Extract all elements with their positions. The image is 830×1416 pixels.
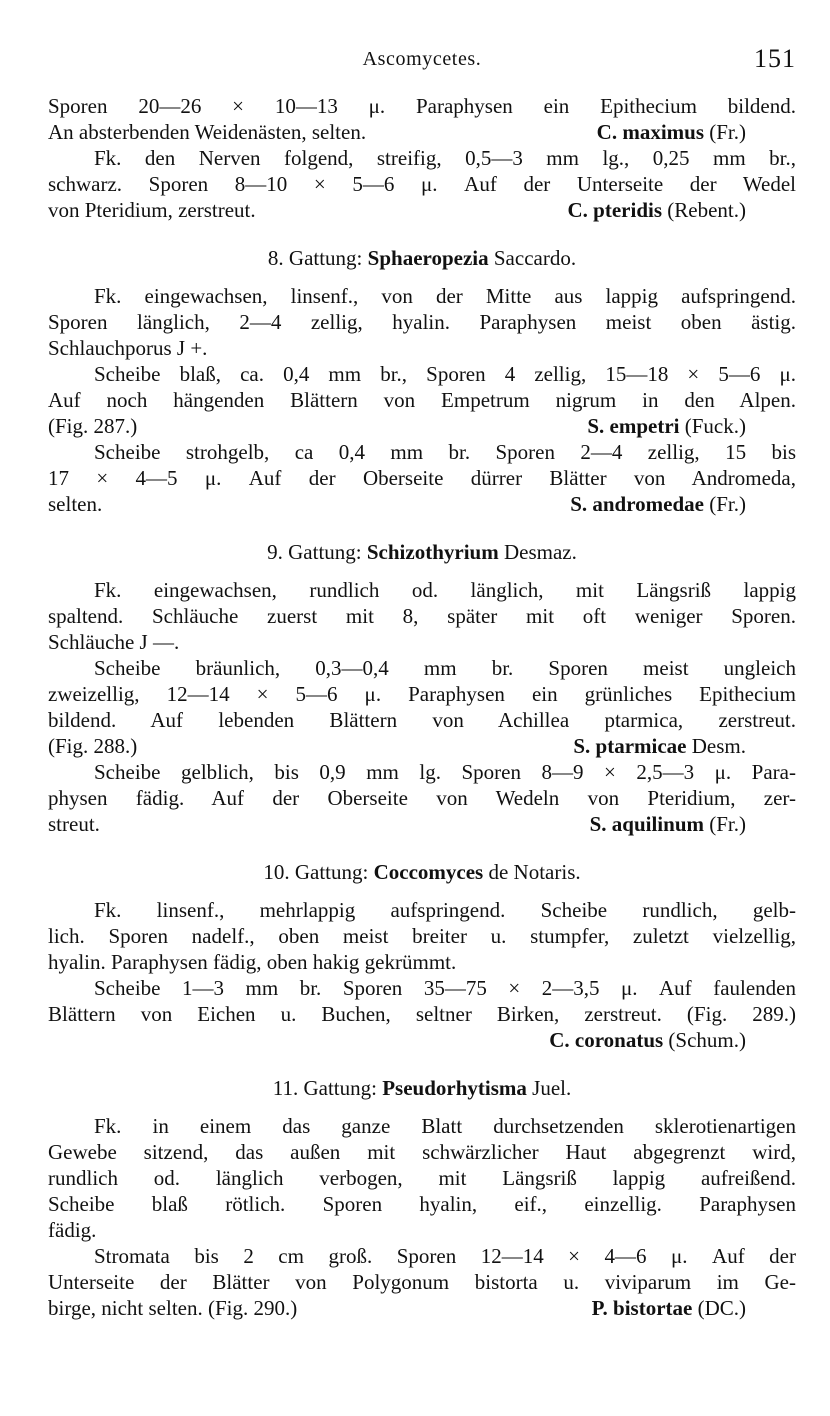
- text-line: zweizellig, 12—14 × 5—6 μ. Paraphysen ein grünliches Epithecium: [48, 682, 796, 706]
- text-line: Auf noch hängenden Blättern von Empetrum nigrum in den Alpen.: [48, 388, 796, 412]
- spacer: [48, 837, 796, 859]
- genus-heading: 10. Gattung: Coccomyces de Notaris.: [263, 860, 581, 884]
- text-line: [48, 1295, 796, 1321]
- text-fragment: von Pteridium, zerstreut.: [48, 198, 256, 222]
- text-line: 17 × 4—5 μ. Auf der Oberseite dürrer Blätter von Andromeda,: [48, 466, 796, 490]
- text-line: hyalin. Paraphysen fädig, oben hakig gekrümmt.: [48, 950, 457, 974]
- text-line: bildend. Auf lebenden Blättern von Achillea ptarmica, zerstreut.: [48, 708, 796, 732]
- text-line: [48, 1027, 796, 1053]
- spacer: [48, 517, 796, 539]
- spacer: [48, 1101, 796, 1113]
- species-name: S. ptarmicae Desm.: [573, 734, 746, 758]
- text-line: Sporen länglich, 2—4 zellig, hyalin. Paraphysen meist oben ästig.: [48, 310, 796, 334]
- spacer: [48, 271, 796, 283]
- text-line: spaltend. Schläuche zuerst mit 8, später mit oft weniger Sporen.: [48, 604, 796, 628]
- text-fragment: birge, nicht selten. (Fig. 290.): [48, 1296, 298, 1320]
- page-body: [48, 93, 796, 1321]
- text-line: Scheibe bräunlich, 0,3—0,4 mm br. Sporen meist ungleich: [94, 656, 796, 680]
- text-line: Fk. linsenf., mehrlappig aufspringend. Scheibe rundlich, gelb-: [94, 898, 796, 922]
- text-line: lich. Sporen nadelf., oben meist breiter u. stumpfer, zuletzt vielzellig,: [48, 924, 796, 948]
- genus-heading: 9. Gattung: Schizothyrium Desmaz.: [267, 540, 577, 564]
- genus-heading: 11. Gattung: Pseudorhytisma Juel.: [272, 1076, 572, 1100]
- running-title: Ascomycetes.: [362, 48, 482, 70]
- spacer: [48, 1053, 796, 1075]
- text-line: [48, 119, 796, 145]
- text-line: Unterseite der Blätter von Polygonum bistorta u. viviparum im Ge-: [48, 1270, 796, 1294]
- text-line: Scheibe strohgelb, ca 0,4 mm br. Sporen 2—4 zellig, 15 bis: [94, 440, 796, 464]
- text-line: Sporen 20—26 × 10—13 μ. Paraphysen ein Epithecium bildend.: [48, 94, 796, 118]
- species-name: P. bistortae (DC.): [591, 1296, 746, 1320]
- text-fragment: selten.: [48, 492, 103, 516]
- text-line: physen fädig. Auf der Oberseite von Wedeln von Pteridium, zer-: [48, 786, 796, 810]
- species-name: C. pteridis (Rebent.): [567, 198, 746, 222]
- spacer: [48, 885, 796, 897]
- text-line: [48, 811, 796, 837]
- species-name: S. empetri (Fuck.): [587, 414, 746, 438]
- text-line: Scheibe blaß rötlich. Sporen hyalin, eif., einzellig. Paraphysen: [48, 1192, 796, 1216]
- page-number: 151: [754, 44, 796, 73]
- genus-heading: 8. Gattung: Sphaeropezia Saccardo.: [267, 246, 577, 270]
- text-line: Fk. eingewachsen, rundlich od. länglich, mit Längsriß lappig: [94, 578, 796, 602]
- text-line: Stromata bis 2 cm groß. Sporen 12—14 × 4—6 μ. Auf der: [94, 1244, 796, 1268]
- text-line: Scheibe blaß, ca. 0,4 mm br., Sporen 4 zellig, 15—18 × 5—6 μ.: [94, 362, 796, 386]
- text-line: Fk. eingewachsen, linsenf., von der Mitte aus lappig aufspringend.: [94, 284, 796, 308]
- text-fragment: streut.: [48, 812, 100, 836]
- text-fragment: (Fig. 288.): [48, 734, 138, 758]
- species-name: S. aquilinum (Fr.): [589, 812, 746, 836]
- text-line: Gewebe sitzend, das außen mit schwärzlicher Haut abgegrenzt wird,: [48, 1140, 796, 1164]
- text-line: rundlich od. länglich verbogen, mit Längsriß lappig aufreißend.: [48, 1166, 796, 1190]
- text-fragment: An absterbenden Weidenästen, selten.: [48, 120, 367, 144]
- spacer: [48, 223, 796, 245]
- text-line: Schläuche J —.: [48, 630, 180, 654]
- species-name: S. andromedae (Fr.): [570, 492, 746, 516]
- page-header: [48, 44, 796, 76]
- text-fragment: (Fig. 287.): [48, 414, 138, 438]
- text-line: Schlauchporus J +.: [48, 336, 208, 360]
- text-line: fädig.: [48, 1218, 97, 1242]
- text-line: [48, 491, 796, 517]
- text-line: [48, 733, 796, 759]
- text-line: Fk. den Nerven folgend, streifig, 0,5—3 mm lg., 0,25 mm br.,: [94, 146, 796, 170]
- spacer: [48, 565, 796, 577]
- text-line: Blättern von Eichen u. Buchen, seltner Birken, zerstreut. (Fig. 289.): [48, 1002, 796, 1026]
- text-line: [48, 413, 796, 439]
- species-name: C. coronatus (Schum.): [549, 1028, 746, 1052]
- text-line: schwarz. Sporen 8—10 × 5—6 μ. Auf der Unterseite der Wedel: [48, 172, 796, 196]
- text-line: [48, 197, 796, 223]
- text-line: Scheibe gelblich, bis 0,9 mm lg. Sporen 8—9 × 2,5—3 μ. Para-: [94, 760, 796, 784]
- species-name: C. maximus (Fr.): [596, 120, 746, 144]
- text-line: Fk. in einem das ganze Blatt durchsetzenden sklerotienartigen: [94, 1114, 796, 1138]
- text-line: Scheibe 1—3 mm br. Sporen 35—75 × 2—3,5 μ. Auf faulenden: [94, 976, 796, 1000]
